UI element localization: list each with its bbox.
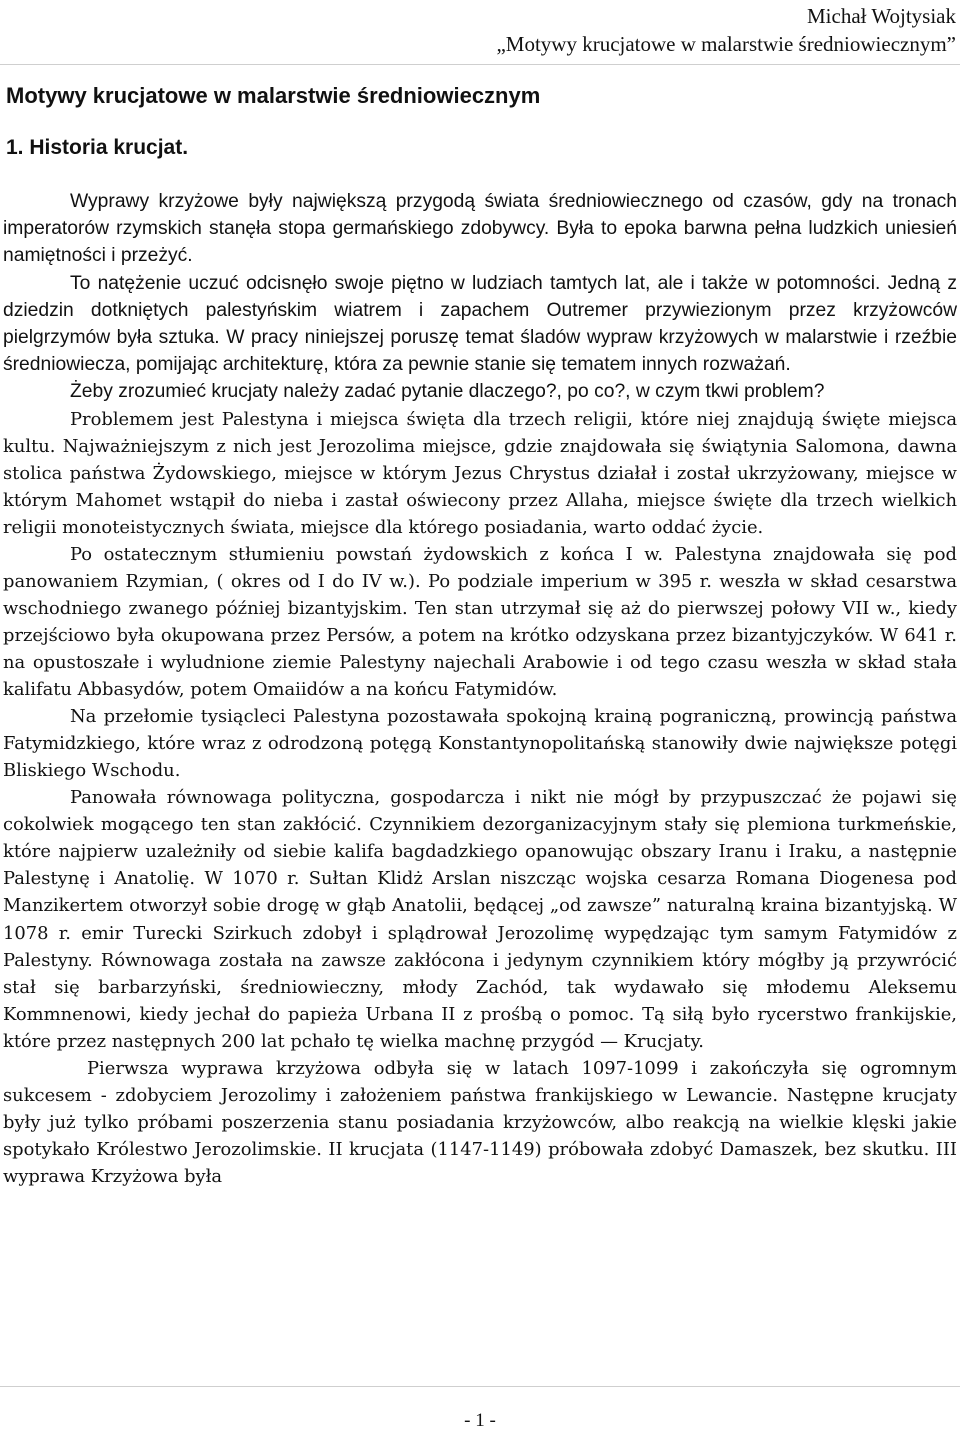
paragraph-4: Problemem jest Palestyna i miejsca święta dla trzech religii, które niej znajdują święte miejsca kultu. Najważniejszym z nich jest Jerozolima miejsce, gdzie znajdowała się świątynia Salomona, dawna stolica państwa Żydowskiego, miejsce w którym Jezus Chrystus działał i został ukrzyżowany, miejsce w którym Mahomet wstąpił do nieba i zastał oświecony przez Allaha, miejsce święte dla trzech wielkich religii monoteistycznych świata, miejsce dla którego posiadania, warto oddać życie. — [3, 408, 957, 538]
page-header — [256, 2, 956, 58]
section-heading: 1. Historia krucjat. — [6, 136, 189, 159]
header-author: Michał Wojtysiak — [807, 4, 956, 28]
paragraph-1: Wyprawy krzyżowe były największą przygodą świata średniowiecznego od czasów, gdy na tronach imperatorów rzymskich stanęła stopa germańskiego zdobywcy. Była to epoka barwna pełna ludzkich uniesień namiętności i przeżyć. — [3, 191, 957, 267]
footer-divider — [0, 1386, 960, 1387]
paragraph-2: To natężenie uczuć odcisnęło swoje piętno w ludziach tamtych lat, ale i także w potomności. Jedną z dziedzin dotkniętych palestyńskim wiatrem i zapachem Outremer przywiezionym przez krzyżowców pielgrzymów była sztuka. W pracy niniejszej poruszę temat śladów wypraw krzyżowych w malarstwie i rzeźbie średniowiecza, pomijając architekturę, która za pewnie stanie się tematem innych rozważań. — [3, 272, 957, 376]
document-title: Motywy krucjatowe w malarstwie średniowiecznym — [6, 83, 541, 108]
page-number: - 1 - — [464, 1410, 496, 1431]
header-title: „Motywy krucjatowe w malarstwie średniowiecznym” — [496, 32, 956, 56]
document-body — [3, 188, 957, 1190]
header-divider — [0, 64, 960, 65]
paragraph-7: Panowała równowaga polityczna, gospodarcza i nikt nie mógł by przypuszczać że pojawi się cokolwiek mogącego ten stan zakłócić. Czynnikiem dezorganizacyjnym stały się plemiona turkmeńskie, które najpierw uzależniły od siebie kalifa bagdadzkiego opanowując obszary Iranu i Iraku, a następnie Palestynę i Anatolię. W 1070 r. Sułtan Klidż Arslan niszcząc wojska cesarza Romana Diogenesa pod Manzikertem otworzył sobie drogę w głąb Anatolii, będącej „od zawsze” naturalną kraina bizantyjską. W 1078 r. emir Turecki Szirkuch zdobył i splądrował Jerozolimę wypędzając tym samym Fatymidów z Palestyny. Równowaga została na zawsze zakłócona i jedynym czynnikiem który mógłby ją przywrócić stał się barbarzyński, średniowieczny, młody Zachód, tak wydawało się młodemu Aleksemu Kommnenowi, kiedy jechał do papieża Urbana II z prośbą o pomoc. Tą siłą było rycerstwo frankijskie, które przez następnych 200 lat pchało tę wielka machnę przygód — Krucjaty. — [3, 787, 957, 1052]
paragraph-3: Żeby zrozumieć krucjaty należy zadać pytanie dlaczego?, po co?, w czym tkwi problem? — [70, 381, 825, 403]
paragraph-8: Pierwsza wyprawa krzyżowa odbyła się w latach 1097-1099 i zakończyła się ogromnym sukcesem - zdobyciem Jerozolimy i założeniem państwa frankijskiego w Lewancie. Następne krucjaty były już tylko próbami poszerzenia stanu posiadania krzyżowców, albo reakcją na wielkie klęski jakie spotykało Królestwo Jerozolimskie. II krucjata (1147-1149) próbowała zdobyć Damaszek, bez skutku. III wyprawa Krzyżowa była — [3, 1057, 957, 1187]
paragraph-5: Po ostatecznym stłumieniu powstań żydowskich z końca I w. Palestyna znajdowała się pod panowaniem Rzymian, ( okres od I do IV w.). Po podziale imperium w 395 r. weszła w skład cesarstwa wschodniego zwanego później bizantyjskim. Ten stan utrzymał się aż do pierwszej połowy VII w., kiedy przejściowo była okupowana przez Persów, a potem na krótko odzyskana przez bizantyjczyków. W 641 r. na opustoszałe i wyludnione ziemie Palestyny najechali Arabowie i od tego czasu weszła w skład stała kalifatu Abbasydów, potem Omaiidów a na końcu Fatymidów. — [3, 543, 957, 701]
paragraph-6: Na przełomie tysiącleci Palestyna pozostawała spokojną krainą pograniczną, prowincją państwa Fatymidzkiego, które wraz z odrodzoną potęgą Konstantynopolitańską stanowiły dwie największe potęgi Bliskiego Wschodu. — [3, 706, 957, 782]
